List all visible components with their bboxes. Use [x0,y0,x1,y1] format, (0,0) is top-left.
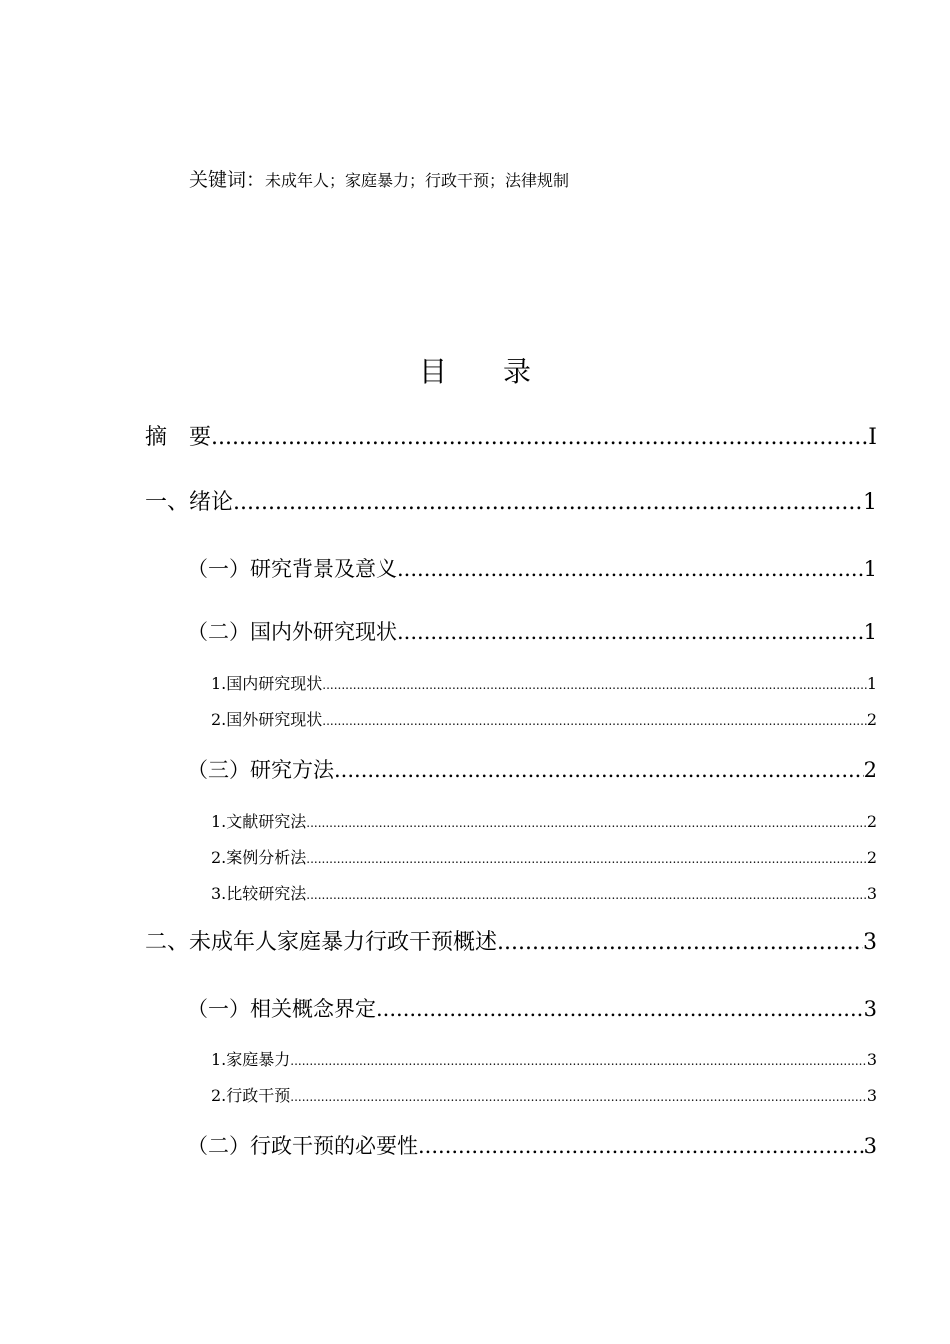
toc-title: 目录 [418,355,587,388]
toc-dot-leader [334,755,864,785]
toc-page-number: 1 [866,674,877,693]
toc-entry-section-1-3[interactable] [187,755,877,785]
toc-entry-label: 摘 要 [145,425,212,450]
toc-page-number: 2 [866,848,877,867]
toc-page-number: 3 [866,1086,877,1105]
toc-dot-leader [322,674,867,696]
toc-entry-label: 二、未成年人家庭暴力行政干预概述 [145,930,498,955]
toc-entry-label: （二）国内外研究现状 [187,620,397,644]
toc-page-number: 2 [866,710,877,729]
keywords-line [189,168,569,193]
toc-entry-section-1-2[interactable] [187,617,877,647]
toc-page-number: 2 [863,758,877,782]
toc-page-number: 1 [863,620,877,644]
toc-dot-leader [211,423,868,453]
toc-entry-sub-1-3-1[interactable] [211,811,877,834]
toc-entry-label: 3.比较研究法 [211,884,307,903]
toc-dot-leader [497,928,863,958]
toc-entry-sub-1-2-2[interactable] [211,709,877,732]
toc-dot-leader [306,884,867,906]
toc-entry-sub-1-3-3[interactable] [211,883,877,906]
toc-entry-chapter-2[interactable] [145,928,877,958]
toc-dot-leader [306,848,867,870]
toc-entry-label: （一）研究背景及意义 [187,557,397,581]
toc-dot-leader [290,1050,867,1072]
toc-entry-label: 1.家庭暴力 [211,1050,291,1069]
toc-page-number: 1 [863,490,877,515]
toc-entry-sub-2-1-1[interactable] [211,1049,877,1072]
toc-dot-leader [322,710,867,732]
toc-page-number: 3 [863,997,877,1021]
toc-entry-abstract[interactable] [145,423,877,453]
toc-page-number: 2 [866,812,877,831]
toc-entry-section-2-2[interactable] [187,1131,877,1161]
toc-entry-label: 2.行政干预 [211,1086,291,1105]
toc-page-number: 1 [863,557,877,581]
keywords-text: 未成年人；家庭暴力；行政干预；法律规制 [265,171,570,190]
toc-page-number: 3 [863,1134,877,1158]
toc-entry-label: （三）研究方法 [187,758,334,782]
keywords-label: 关键词： [189,169,266,191]
toc-page-number: 3 [863,930,877,955]
toc-entry-label: 1.国内研究现状 [211,674,323,693]
toc-entry-label: （一）相关概念界定 [187,997,376,1021]
toc-dot-leader [233,488,863,518]
toc-entry-sub-1-3-2[interactable] [211,847,877,870]
toc-entry-chapter-1[interactable] [145,488,877,518]
toc-entry-section-1-1[interactable] [187,554,877,584]
toc-dot-leader [418,1131,864,1161]
toc-dot-leader [397,617,864,647]
toc-entry-label: 一、绪论 [145,490,234,515]
toc-dot-leader [306,812,867,834]
toc-entry-label: （二）行政干预的必要性 [187,1134,418,1158]
toc-page-number: 3 [866,1050,877,1069]
toc-entry-section-2-1[interactable] [187,994,877,1024]
toc-page-number: 3 [866,884,877,903]
toc-entry-label: 2.国外研究现状 [211,710,323,729]
toc-dot-leader [397,554,864,584]
toc-page-number: I [868,425,877,450]
toc-dot-leader [376,994,864,1024]
toc-entry-sub-1-2-1[interactable] [211,673,877,696]
toc-entry-label: 1.文献研究法 [211,812,307,831]
toc-entry-label: 2.案例分析法 [211,848,307,867]
toc-dot-leader [290,1086,867,1108]
toc-entry-sub-2-1-2[interactable] [211,1085,877,1108]
